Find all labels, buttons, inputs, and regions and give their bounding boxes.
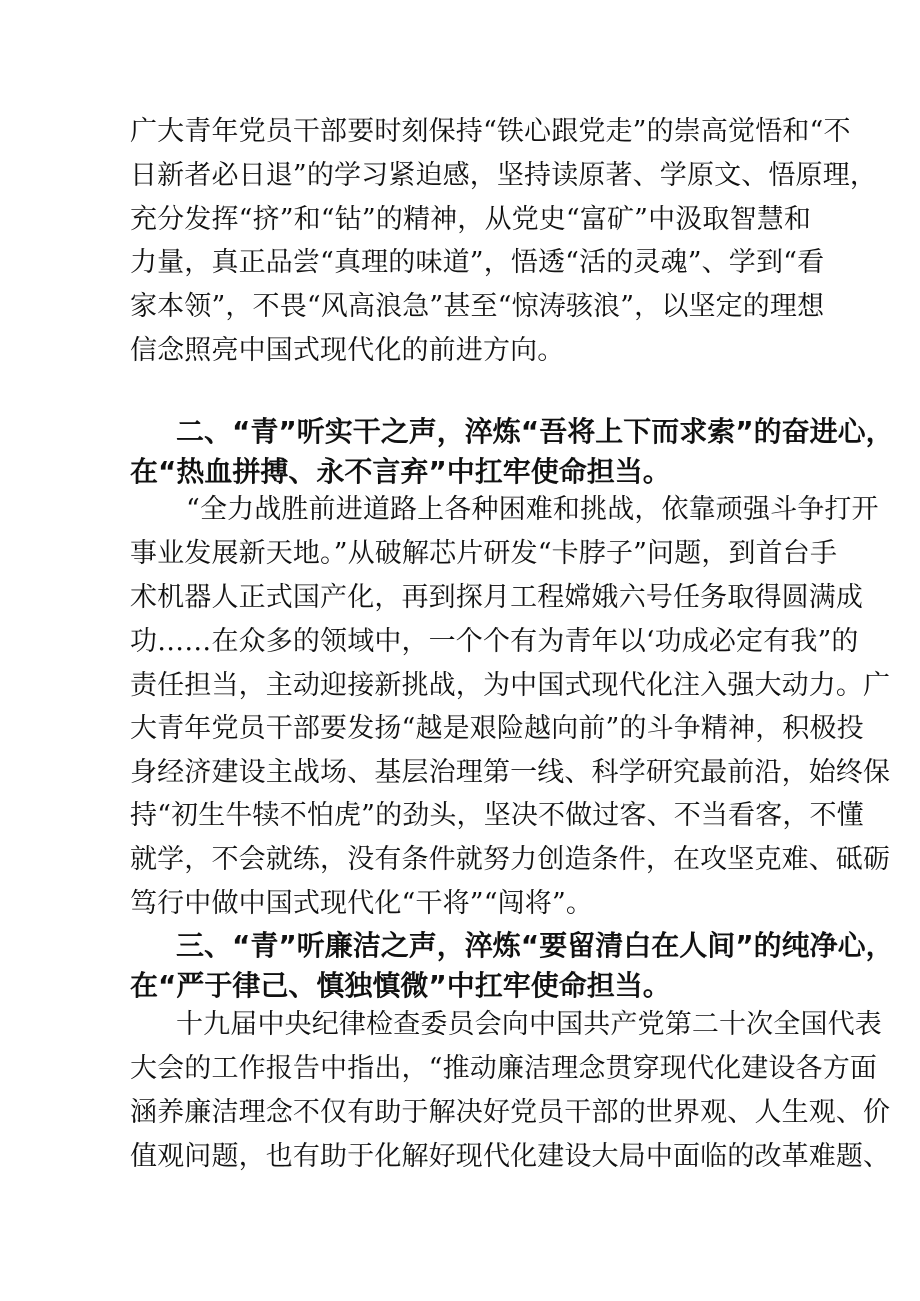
paragraph-line: 大青年党员干部要发扬“越是艰险越向前”的斗争精神，积极投 — [130, 713, 864, 744]
heading-line: 在“热血拼搏、永不言弃”中扛牢使命担当。 — [130, 455, 671, 488]
paragraph-line: 身经济建设主战场、基层治理第一线、科学研究最前沿，始终保 — [130, 757, 891, 788]
paragraph-line: 家本领”，不畏“风高浪急”甚至“惊涛骇浪”，以坚定的理想 — [130, 291, 825, 322]
paragraph-line: 事业发展新天地。”从破解芯片研发“卡脖子”问题，到首台手 — [130, 538, 838, 569]
heading-line: 二、“青”听实干之声，淬炼“吾将上下而求索”的奋进心， — [176, 415, 894, 448]
heading-line: 在“严于律己、慎独慎微”中扛牢使命担当。 — [130, 969, 671, 1002]
paragraph-line: 笃行中做中国式现代化“干将”“闯将”。 — [130, 888, 594, 919]
paragraph-line: 责任担当，主动迎接新挑战，为中国式现代化注入强大动力。广 — [130, 670, 891, 701]
paragraph-line: 信念照亮中国式现代化的前进方向。 — [130, 335, 565, 366]
paragraph-line: 十九届中央纪律检查委员会向中国共产党第二十次全国代表 — [176, 1009, 882, 1040]
paragraph-line: 充分发挥“挤”和“钻”的精神，从党史“富矿”中汲取智慧和 — [130, 204, 812, 235]
paragraph-line: 日新者必日退”的学习紧迫感，坚持读原著、学原文、悟原理， — [130, 160, 878, 191]
paragraph-line: 功……在众多的领域中，一个个有为青年以‘功成必定有我”的 — [130, 626, 859, 657]
paragraph-line: 术机器人正式国产化，再到探月工程嫦娥六号任务取得圆满成 — [130, 582, 864, 613]
paragraph-line: 持“初生牛犊不怕虎”的劲头，坚决不做过客、不当看客，不懂 — [130, 800, 864, 831]
paragraph-line: “全力战胜前进道路上各种困难和挑战，依靠顽强斗争打开 — [186, 494, 879, 525]
paragraph-line: 广大青年党员干部要时刻保持“铁心跟党走”的崇高觉悟和“不 — [130, 116, 851, 147]
paragraph-line: 力量，真正品尝“真理的味道”，悟透“活的灵魂”、学到“看 — [130, 247, 825, 278]
paragraph-line: 值观问题，也有助于化解好现代化建设大局中面临的改革难题、 — [130, 1141, 891, 1172]
paragraph-line: 涵养廉洁理念不仅有助于解决好党员干部的世界观、人生观、价 — [130, 1097, 891, 1128]
heading-line: 三、“青”听廉洁之声，淬炼“要留清白在人间”的纯净心， — [176, 929, 894, 962]
paragraph-line: 大会的工作报告中指出，“推动廉洁理念贯穿现代化建设各方面 — [130, 1053, 878, 1084]
paragraph-line: 就学，不会就练，没有条件就努力创造条件，在攻坚克难、砥砺 — [130, 844, 891, 875]
